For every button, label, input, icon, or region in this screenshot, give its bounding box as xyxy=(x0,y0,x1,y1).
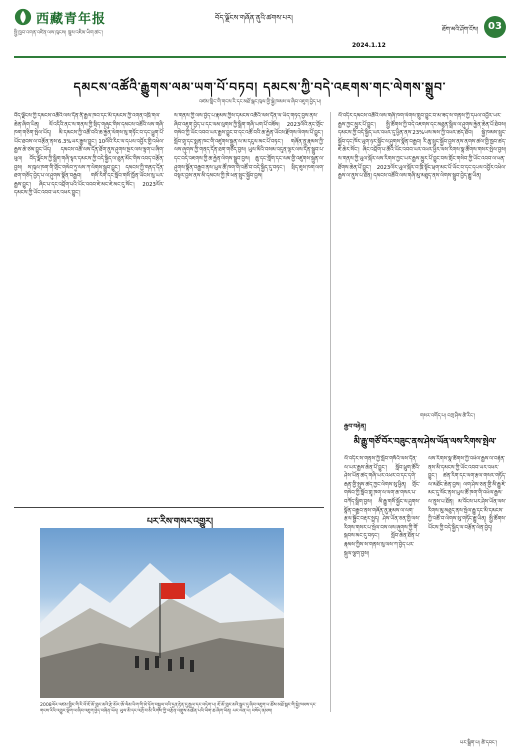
photo-feature-title: པར་རིས་གསར་འགྱུར། xyxy=(146,517,214,527)
masthead-rule xyxy=(14,56,506,58)
section2-label: རྒྱབ་བརྟེན། xyxy=(344,423,366,430)
article-headline: དམངས་འཚོའི་རྒྱུགས་ལམ་ཡག་པོ་བཏབ། དམངས་ཀྱི་བདེ་འཇགས་གང་ལེགས་སྒྲུབ་ xyxy=(73,80,447,94)
newspaper-logo-icon xyxy=(14,8,32,26)
article-column-2: ས་གནས་ཀྱི་ལས་བྱེད་པ་རྣམས་ཀྱིས་དམངས་འཚོའི་ལས་དོན་ལ་ཡིད་གཏད་བྱས་ནས་ཞིབ་འཇུག་བྱེད་པ་དང་ལམ་ལུགས་ཀྱི་སྒྲིག་གཞི་ཡག་པོ་བཟོས། 2023ལོའི་ནང་གྲོང་གསེབ་ཀྱི་ཡོང་འབབ་ཡར་རྒྱས་བྱུང་བ་དང་འཚོ་བའི་ཆ་རྐྱེན་ཡོངས་རྫོགས་ལེགས་པོ་བྱུང་། སློབ་གྲྭ་དང་སྨན་ཁང་གི་འཛུགས་སྐྲུན་ལ་མ་དངུལ་མང་པོ་བཏང་། གཞོན་ནུ་རྣམས་ཀྱི་ལས་ཞུགས་ཀྱི་གནད་དོན་ཐག་གཅོད་བྱས། ཡུལ་མིའི་བསམ་འདུན་ལྟར་ལས་དོན་སྒྲུབ་པ་དང་བདེ་འཇགས་ཀྱི་ཆ་རྐྱེན་ལེགས་སྒྲུབ་བྱས། ཆུ་དང་གློག་དང་ལམ་གྱི་འཛུགས་སྐྲུན་ལ་ཤུགས་སྣོན་བརྒྱབ་ནས་ཡུལ་ཚོ་ཁག་གི་འཚོ་བ་བདེ་སྐྱིད་དུ་བཏང་། སྲིད་ཇུས་ཁག་ལག་བསྟར་བྱས་ནས་མི་དམངས་ཀྱི་ཁེ་ཕན་སྲུང་སྐྱོབ་བྱས། xyxy=(174,113,324,180)
page-number-badge: 03 xyxy=(484,16,506,38)
article2-column-1: ལོ་འདིར་ས་གནས་ཀྱི་སློབ་གསོའི་ལས་དོན་ལ་ཡར་རྒྱས་ཆེན་པོ་བྱུང་། སློབ་ཕྲུག་ཚོའི་ཤེས་ཡོན་ཚད་གཞི་ཡར་འཕར་བ་དང་དགེ་རྒན་གྱི་སྤུས་ཚད་ཀྱང་ལེགས་སུ་ཕྱིན། གྲོང་གསེབ་ཀྱི་སློབ་གྲྭ་ཁག་ལ་ལག་ཆ་གསར་པ་བཀོད་སྒྲིག་བྱས། མི་རྒྱུ་གསོ་སྐྱོང་ལ་ཤུགས་སྣོན་བརྒྱབ་ནས་གཞོན་ནུ་རྣམས་ལ་ལག་རྩལ་སྦྱོང་བརྡར་སྤྲད། ཤེས་ཡོན་ཅན་གྱི་ལས་རིགས་གསར་པ་སྤེལ་བས་ལས་ཞུགས་ཀྱི་གོ་སྐབས་མང་དུ་བཏང་། སློབ་ཆེན་ཐོན་པ་རྣམས་ཀྱིས་ས་གནས་སུ་ལས་ཀ་བྱེད་པར་སྐུལ་ལྕག་བྱས། xyxy=(344,456,420,557)
issue-date: 2024.1.12 xyxy=(352,42,386,49)
article-byline: གསར་འགོད་པ། བཀྲ་ཤིས་ཚེ་རིང་། xyxy=(420,413,476,419)
editor-credit: པར་སྒྲིག་པ། ཚེ་དབང་། xyxy=(460,740,497,746)
article-column-1: བོད་ལྗོངས་ཀྱི་དམངས་འཚོའི་ལས་དོན་ནི་རྒྱལ་ཁབ་དང་མི་དམངས་ཀྱི་འགན་འཁྲི་གལ་ཆེན་ཞིག་ཡིན། ལོ་འདིའི་ནང་ས་གནས་ཀྱི་སྲིད་གཞུང་གིས་དམངས་འཚོའི་ལས་གཞི་ཁག་གཅིག་སྤེལ་ཡོད། མི་དམངས་ཀྱི་འཚོ་བའི་ཆ་རྐྱེན་ལེགས་སུ་གཏོང་བ་དང་ཕྱུག་པོ་ཡོང་ཐབས་ལ་བརྩོན་ནས་6.3%ཡར་རྒྱས་བྱུང་། 10ལོའི་རིང་ལ་དཔལ་འབྱོར་གྱི་འཕེལ་རྒྱས་ཆེ་ཙམ་བྱུང་ཡོད། དམངས་འཚོ་ལས་དོན་ཐོག་ནུས་ཤུགས་སྔར་ལས་ལྷག་པ་ཞིག་ཕུལ། བོད་ལྗོངས་ཀྱི་སྒྲིག་གཞི་ལྟར་དམངས་ཀྱི་བདེ་སྐྱིད་ལ་ཐུན་མོང་གིས་འབད་བརྩོན་བྱས། ས་ཁུལ་ཁག་གི་གྲོང་གསེབ་ཏུ་ལས་ཀ་ལེགས་སྒྲུབ་བྱུང་། དམངས་ཀྱི་གནད་དོན་ཐག་གཅོད་བྱེད་པ་ལ་ཤུགས་སྣོན་བརྒྱབ། གསོ་རིག་དང་སློབ་གསོ་ཁྱོན་ཡོངས་སུ་ཡར་རྒྱས་བྱུང་། ཞིང་པ་དང་འབྲོག་པའི་ཡོང་འབབ་ཇེ་མང་ཇེ་མང་དུ་སོང་། 2023ལོར་དམངས་ཀྱི་ཡོང་འབབ་ཡར་འཕར་བྱུང་། xyxy=(14,113,164,197)
article-column-3: ལོ་འདིར་དམངས་འཚོའི་ལས་གཞི་ཁག་ལེགས་གྲུབ་བྱུང་བ་མ་ཟད་ས་གནས་ཀྱི་དཔལ་འབྱོར་ཡར་རྒྱས་ཀྱང་མྱུར་པོ་བྱུང་། སྤྱི་ཚོགས་ཀྱི་བདེ་འཇགས་དང་མཐུན་སྒྲིལ་ལ་ཤུགས་རྐྱེན་ཆེན་པོ་ཐེབས། དམངས་ཀྱི་བདེ་སྐྱིད་ཡར་འཕར་དུ་ཕྱིན་ནས་23%ཡས་མས་ཀྱི་འཕར་ཚད་ཐོབ། སྐྱེ་ཁམས་སྲུང་སྐྱོབ་དང་ཁོར་ཡུག་ཉར་སྐྱོང་ལ་ཤུགས་སྣོན་བརྒྱབ། རི་ཆུ་སྲུང་སྐྱོབ་བྱས་ནས་ནགས་ཚལ་གྱི་ཁྱབ་ཚད་ཇེ་ཆེར་སོང་། ཞིང་འབྲོག་པ་ཚོའི་ཡོང་འབབ་ཡར་འཕར་ཕྱིར་ལས་རིགས་སྣ་ཚོགས་གསར་སྤེལ་བྱས། ས་གནས་ཀྱི་ཡུལ་སྐོར་ལས་རིགས་ཀྱང་ཡར་རྒྱས་མྱུར་པོ་བྱུང་བས་གྲོང་གསེབ་ཀྱི་ཡོང་འབབ་ལ་ཕན་ཐོགས་ཆེན་པོ་བྱུང་། 2023ལོར་ཡུལ་སྐོར་བ་ཁྲི་སྟོང་ཕྲག་མང་པོ་ཡོང་བ་དང་དཔལ་འབྱོར་འཕེལ་རྒྱས་ལ་ནུས་པ་ཐོན། དམངས་འཚོའི་ལས་གཞི་མུ་མཐུད་ནས་ལེགས་སྒྲུབ་བྱེད་རྒྱུ་ཡིན། xyxy=(338,113,506,180)
section-divider xyxy=(14,507,324,508)
news-photo-everest-flag xyxy=(40,528,284,698)
article2-headline: མི་རྒྱུ་གཙོ་བོར་བཟུང་ནས་ཤེས་ཡོན་ལས་རིགས་སྤེལ་ xyxy=(353,437,497,447)
page-title: བོད་ལྗོངས་གཞོན་ནུའི་ཚགས་པར། xyxy=(215,14,293,22)
masthead-sub-info: སྤྱི་ཁྱབ་འགན་འཛིན་ལས་ཁུངས། ཁྲུས་འཇིམ་ཡིག་ཚང་། xyxy=(14,30,104,36)
article2-column-2: ལས་རིགས་སྣ་ཚོགས་ཀྱི་འཕེལ་རྒྱས་ལ་བརྟེན་ནས་མི་དམངས་ཀྱི་ཡོང་འབབ་ཡར་འཕར་བྱུང་། ཚན་རིག་དང་ལག་རྩལ་གསར་གཏོད་ལ་མཐོང་ཆེན་བྱས། ལག་ཤེས་ཅན་གྱི་མི་རྒྱུ་ཇེ་མང་དུ་སོང་ནས་ཡུལ་ཚོ་ཁག་གི་འཕེལ་རྒྱས་ལ་ནུས་པ་ཐོན། མ་འོངས་པར་ཤེས་ཡོན་ལས་རིགས་མུ་མཐུད་ནས་སྤེལ་རྒྱུ་དང་མི་དམངས་ཀྱི་འཚོ་བ་ལེགས་སུ་གཏོང་རྒྱུ་ཡིན། སྤྱི་ཚོགས་ཡོངས་ཀྱི་བདེ་སྐྱིད་ལ་བརྩོན་ལེན་བྱེད། xyxy=(428,456,506,531)
article-subhead: འཛམ་གླིང་གི་གངས་རི་དང་མཐོ་སྒང་ཁུལ་གྱི་སྐྱེ་ཁམས་ལ་ཞིབ་འཇུག་བྱེད་པ། xyxy=(198,99,322,105)
column-divider xyxy=(330,112,331,712)
section-label: ཐོག་མའི་ཤོག་ངོས། xyxy=(442,26,479,33)
paper-name: 西藏青年报 xyxy=(36,12,107,27)
masthead xyxy=(0,0,520,62)
photo-caption: 2008ལོར་འཛམ་གླིང་གི་རི་བོ་ཇོ་མོ་གླང་མའི་རྩེ་མོར་ཨོ་ལིམ་པིག་གི་མེ་ཏོག་བསྐྱལ་བའི་དྲན་རྟེན་དུ་རྒྱལ་དར་བཏེག་པ། ཇོ་མོ་གླང་མའི་སྒང་དུ་ཞིབ་འཇུག་པ་ཚོས་མཐོ་སྒང་གི་སྐྱེ་ཁམས་དང་གངས་རིའི་འགྱུར་ལྡོག་ལ་ཞིབ་འཇུག་བྱེད་བཞིན་ཡོད། ཡུལ་མི་དང་འགྲོ་བ་མི་རིགས་ཀྱི་བརྩོན་འགྲུས་མཚོན་པའི་ཡིག་ཆ་ཞིག་ཡིན། པར་ལེན་པ། བསོད་ནམས། xyxy=(40,703,317,715)
